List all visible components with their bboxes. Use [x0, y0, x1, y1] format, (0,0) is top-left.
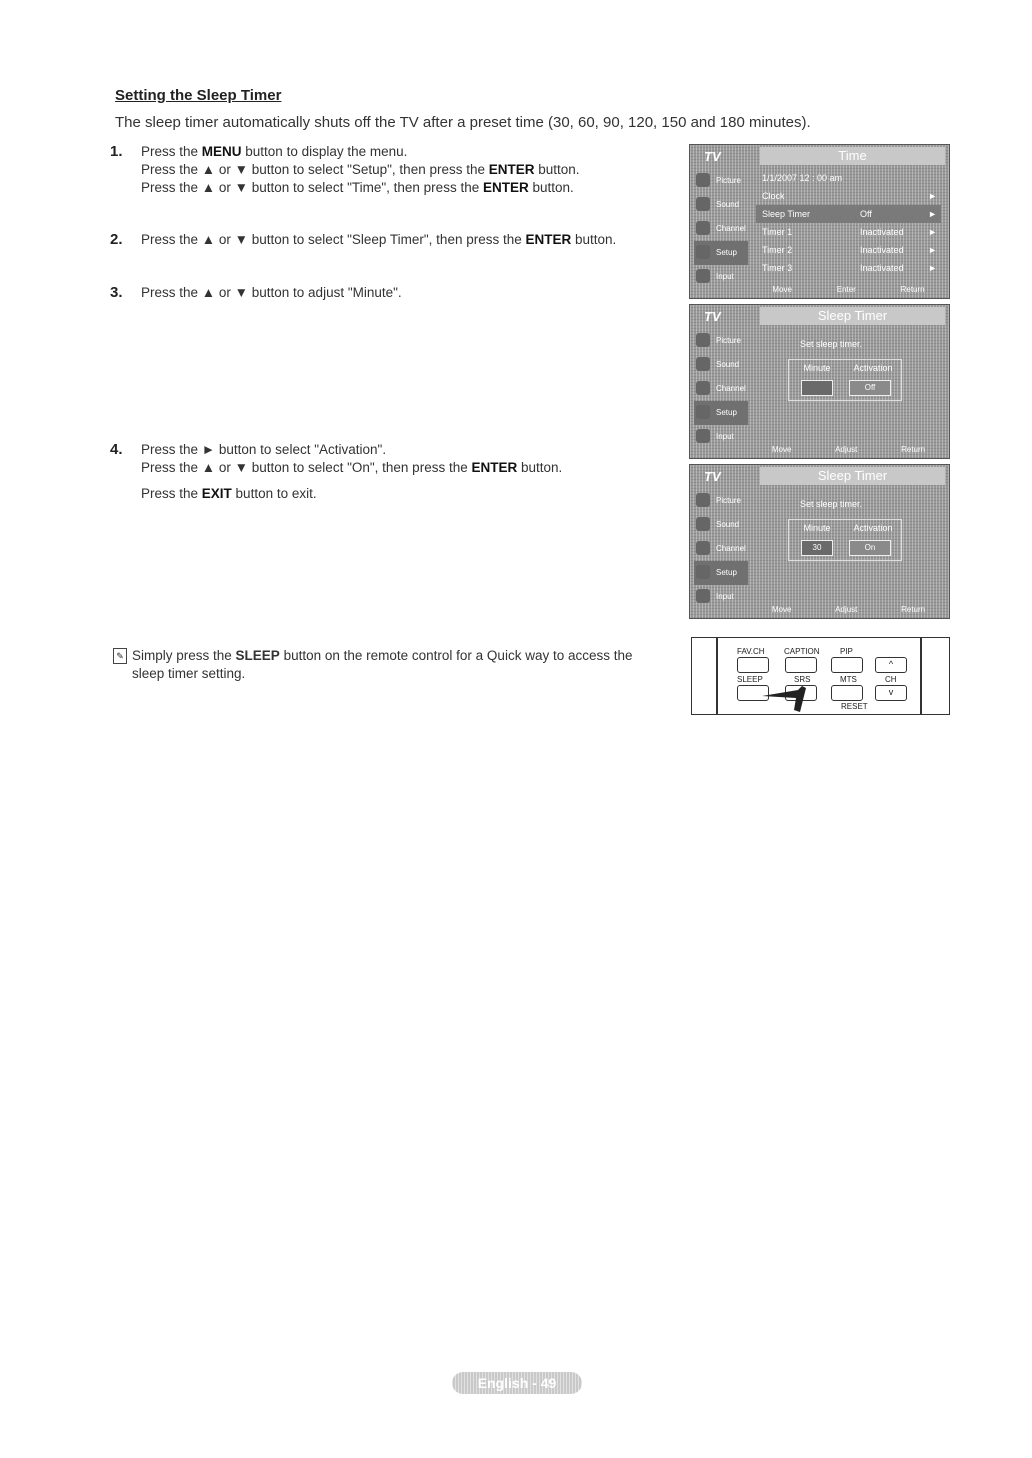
key-name: ENTER: [482, 180, 529, 195]
setup-icon: [696, 245, 710, 259]
side-menu: [694, 329, 748, 449]
remote-edge: [920, 638, 922, 714]
side-item-picture: Picture: [694, 489, 748, 513]
chevron-right-icon: ►: [928, 245, 937, 255]
clock-readout: 1/1/2007 12 : 00 am: [762, 173, 843, 183]
activation-field: On: [849, 540, 891, 556]
sound-icon: [696, 197, 710, 211]
side-menu: [694, 489, 748, 609]
menu-row-clock: Clock ►: [756, 187, 941, 205]
step-line: Press the EXIT button to exit.: [141, 486, 317, 501]
remote-edge: [716, 638, 718, 714]
sound-icon: [696, 517, 710, 531]
key-name: EXIT: [201, 486, 232, 501]
remote-illustration: [691, 637, 950, 715]
screen-header: Sleep Timer: [760, 467, 945, 485]
step-line: Press the ▲ or ▼ button to select "Sleep Timer", then press the ENTER button.: [141, 232, 617, 247]
side-item-channel: Channel: [694, 537, 748, 561]
side-item-input: Input: [694, 425, 748, 449]
sleep-timer-box: [788, 519, 902, 561]
tv-label: TV: [704, 469, 721, 484]
screen-footer: [750, 442, 947, 456]
move-hint: Move: [771, 444, 792, 454]
sleep-timer-box: [788, 359, 902, 401]
step-number: 3.: [110, 284, 123, 301]
key-name: MENU: [201, 144, 242, 159]
sleep-timer-screen-on: [689, 464, 950, 619]
channel-icon: [696, 381, 710, 395]
chevron-right-icon: ►: [928, 191, 937, 201]
chevron-right-icon: ►: [928, 227, 937, 237]
step-line: Press the ▲ or ▼ button to select "Setup", then press the ENTER button.: [141, 162, 580, 177]
caption-label: CAPTION: [784, 647, 820, 656]
side-item-picture: Picture: [694, 329, 748, 353]
activation-field: Off: [849, 380, 891, 396]
time-menu-screen: [689, 144, 950, 299]
sound-icon: [696, 357, 710, 371]
menu-row-timer-1: Timer 1 Inactivated ►: [756, 223, 941, 241]
tv-label: TV: [704, 309, 721, 324]
setup-icon: [696, 405, 710, 419]
side-item-input: Input: [694, 265, 748, 289]
step-line: Press the ► button to select "Activation".: [141, 442, 387, 457]
favch-button: [737, 657, 769, 673]
side-item-setup: Setup: [694, 561, 748, 585]
screen-footer: [750, 602, 947, 616]
sleep-label: SLEEP: [737, 675, 763, 684]
pointing-hand-icon: [760, 684, 810, 714]
return-hint: Return: [900, 284, 925, 294]
intro-text: The sleep timer automatically shuts off the TV after a preset time (30, 60, 90, 120, 150 and 180 minutes).: [115, 114, 811, 131]
key-name: ENTER: [488, 162, 535, 177]
input-icon: [696, 269, 710, 283]
channel-icon: [696, 221, 710, 235]
side-item-sound: Sound: [694, 353, 748, 377]
adjust-hint: Adjust: [835, 444, 858, 454]
step-line: Press the ▲ or ▼ button to adjust "Minute".: [141, 285, 402, 300]
favch-label: FAV.CH: [737, 647, 765, 656]
setup-icon: [696, 565, 710, 579]
side-item-sound: Sound: [694, 193, 748, 217]
picture-icon: [696, 173, 710, 187]
sleep-key: SLEEP: [235, 648, 280, 663]
enter-hint: Enter: [836, 284, 856, 294]
side-item-sound: Sound: [694, 513, 748, 537]
side-item-channel: Channel: [694, 377, 748, 401]
channel-icon: [696, 541, 710, 555]
sleep-subtitle: Set sleep timer.: [800, 499, 863, 509]
move-hint: Move: [771, 604, 792, 614]
input-icon: [696, 589, 710, 603]
key-name: ENTER: [525, 232, 572, 247]
move-hint: Move: [772, 284, 792, 294]
side-item-picture: Picture: [694, 169, 748, 193]
activation-column: Activation: [853, 523, 893, 533]
note-text: Simply press the SLEEP button on the remote control for a Quick way to access the sleep timer setting.: [132, 648, 633, 681]
caption-button: [785, 657, 817, 673]
picture-icon: [696, 333, 710, 347]
side-item-setup: Setup: [694, 241, 748, 265]
sleep-subtitle: Set sleep timer.: [800, 339, 863, 349]
tv-label: TV: [704, 149, 721, 164]
screen-footer: [750, 282, 947, 296]
pip-button: [831, 657, 863, 673]
input-icon: [696, 429, 710, 443]
minute-field: [801, 380, 833, 396]
note-icon: ✎: [113, 648, 127, 664]
return-hint: Return: [901, 444, 926, 454]
activation-column: Activation: [853, 363, 893, 373]
chevron-right-icon: ►: [928, 209, 937, 219]
key-name: ENTER: [471, 460, 518, 475]
menu-row-timer-2: Timer 2 Inactivated ►: [756, 241, 941, 259]
picture-icon: [696, 493, 710, 507]
side-item-setup: Setup: [694, 401, 748, 425]
step-number: 2.: [110, 231, 123, 248]
step-number: 4.: [110, 441, 123, 458]
screen-header: Sleep Timer: [760, 307, 945, 325]
channel-down-icon: v: [875, 685, 907, 701]
minute-column: Minute: [803, 363, 831, 373]
screen-header: Time: [760, 147, 945, 165]
ch-label: CH: [885, 675, 897, 684]
page-footer: English - 49: [452, 1372, 582, 1394]
side-menu: [694, 169, 748, 289]
chevron-right-icon: ►: [928, 263, 937, 273]
mts-button: [831, 685, 863, 701]
step-line: Press the MENU button to display the menu.: [141, 144, 408, 159]
minute-field: 30: [801, 540, 833, 556]
side-item-channel: Channel: [694, 217, 748, 241]
time-menu-list: [756, 169, 941, 277]
return-hint: Return: [901, 604, 926, 614]
channel-up-icon: ^: [875, 657, 907, 673]
sleep-timer-screen-off: [689, 304, 950, 459]
menu-row-timer-3: Timer 3 Inactivated ►: [756, 259, 941, 277]
adjust-hint: Adjust: [835, 604, 858, 614]
pip-label: PIP: [840, 647, 853, 656]
mts-label: MTS: [840, 675, 857, 684]
srs-label: SRS: [794, 675, 811, 684]
reset-label: RESET: [841, 702, 868, 711]
step-number: 1.: [110, 143, 123, 160]
step-line: Press the ▲ or ▼ button to select "Time", then press the ENTER button.: [141, 180, 574, 195]
menu-row-sleep-timer: Sleep Timer Off ►: [756, 205, 941, 223]
step-line: Press the ▲ or ▼ button to select "On", then press the ENTER button.: [141, 460, 563, 475]
section-title: Setting the Sleep Timer: [115, 87, 282, 104]
side-item-input: Input: [694, 585, 748, 609]
minute-column: Minute: [803, 523, 831, 533]
